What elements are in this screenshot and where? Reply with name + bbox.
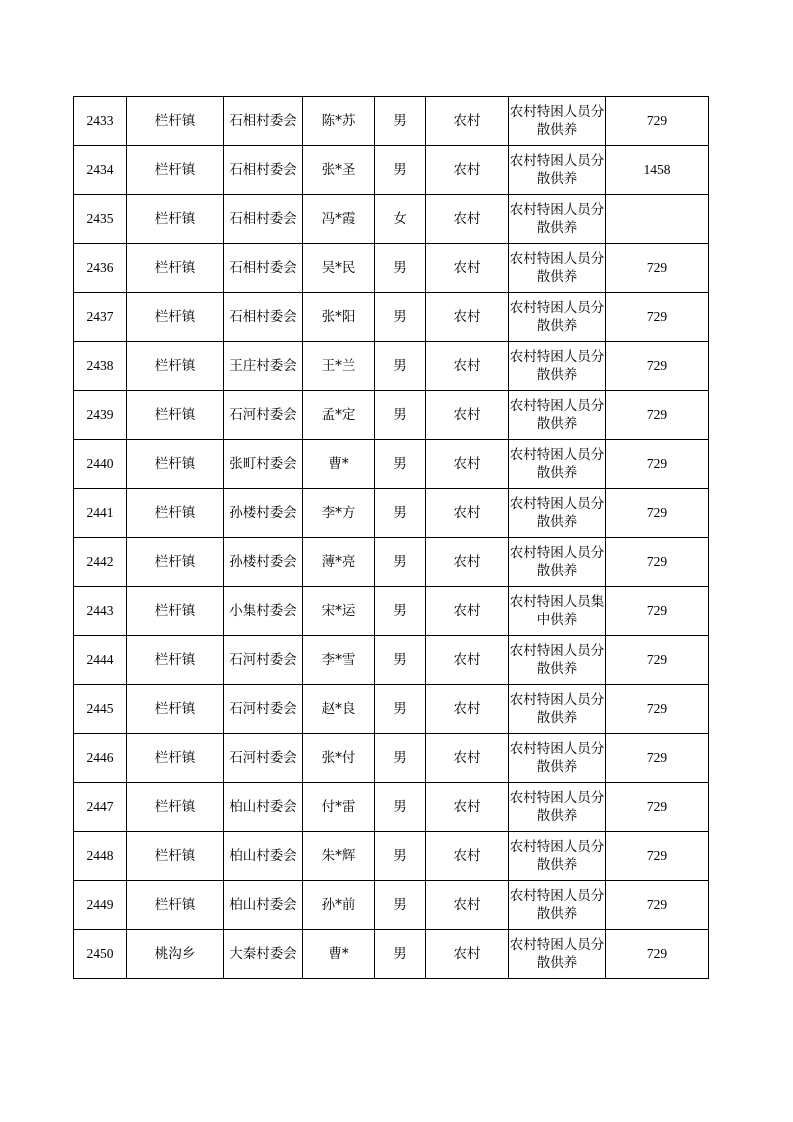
support-type-cell [509, 783, 606, 832]
village-committee-cell-text: 孙楼村委会 [229, 554, 297, 570]
records-table [73, 96, 709, 979]
town-cell: 栏杆镇 [127, 244, 224, 293]
amount-cell: 729 [606, 881, 709, 930]
gender-cell: 男 [375, 930, 426, 979]
support-type-cell [509, 685, 606, 734]
town-cell: 栏杆镇 [127, 538, 224, 587]
village-committee-cell [224, 146, 303, 195]
record-number-cell: 2449 [74, 881, 127, 930]
person-name-cell: 薄*亮 [303, 538, 375, 587]
person-name-cell: 朱*辉 [303, 832, 375, 881]
area-cell: 农村 [426, 440, 509, 489]
record-number-cell: 2443 [74, 587, 127, 636]
village-committee-cell [224, 881, 303, 930]
amount-cell: 729 [606, 832, 709, 881]
village-committee-cell [224, 538, 303, 587]
support-type-cell-text: 农村特困人员分散供养 [509, 104, 605, 138]
village-committee-cell [224, 97, 303, 146]
support-type-cell-text: 农村特困人员分散供养 [509, 251, 605, 285]
table-row [74, 489, 709, 538]
person-name-cell: 陈*苏 [303, 97, 375, 146]
gender-cell: 男 [375, 391, 426, 440]
village-committee-cell [224, 636, 303, 685]
person-name-cell: 张*阳 [303, 293, 375, 342]
table-body [74, 97, 709, 979]
amount-cell: 729 [606, 440, 709, 489]
village-committee-cell-text: 石相村委会 [229, 309, 297, 325]
area-cell: 农村 [426, 97, 509, 146]
table-row [74, 832, 709, 881]
support-type-cell [509, 489, 606, 538]
area-cell: 农村 [426, 489, 509, 538]
area-cell: 农村 [426, 587, 509, 636]
village-committee-cell-text: 石相村委会 [229, 113, 297, 129]
gender-cell: 男 [375, 146, 426, 195]
record-number-cell: 2441 [74, 489, 127, 538]
person-name-cell: 付*雷 [303, 783, 375, 832]
town-cell: 栏杆镇 [127, 489, 224, 538]
person-name-cell: 曹* [303, 440, 375, 489]
village-committee-cell-text: 孙楼村委会 [229, 505, 297, 521]
support-type-cell-text: 农村特困人员分散供养 [509, 790, 605, 824]
area-cell: 农村 [426, 881, 509, 930]
support-type-cell-text: 农村特困人员分散供养 [509, 202, 605, 236]
support-type-cell [509, 342, 606, 391]
support-type-cell [509, 636, 606, 685]
town-cell: 栏杆镇 [127, 195, 224, 244]
support-type-cell [509, 832, 606, 881]
person-name-cell: 张*付 [303, 734, 375, 783]
gender-cell: 男 [375, 636, 426, 685]
table-row [74, 146, 709, 195]
record-number-cell: 2444 [74, 636, 127, 685]
village-committee-cell-text: 石河村委会 [229, 750, 297, 766]
town-cell: 栏杆镇 [127, 587, 224, 636]
support-type-cell-text: 农村特困人员分散供养 [509, 398, 605, 432]
amount-cell: 729 [606, 244, 709, 293]
support-type-cell-text: 农村特困人员集中供养 [509, 594, 605, 628]
person-name-cell: 李*方 [303, 489, 375, 538]
area-cell: 农村 [426, 195, 509, 244]
village-committee-cell-text: 柏山村委会 [229, 848, 297, 864]
record-number-cell: 2433 [74, 97, 127, 146]
record-number-cell: 2446 [74, 734, 127, 783]
village-committee-cell [224, 195, 303, 244]
record-number-cell: 2447 [74, 783, 127, 832]
support-type-cell [509, 97, 606, 146]
amount-cell: 729 [606, 538, 709, 587]
record-number-cell: 2437 [74, 293, 127, 342]
record-number-cell: 2448 [74, 832, 127, 881]
area-cell: 农村 [426, 636, 509, 685]
town-cell: 栏杆镇 [127, 146, 224, 195]
gender-cell: 男 [375, 734, 426, 783]
table-row [74, 636, 709, 685]
support-type-cell [509, 538, 606, 587]
table-row [74, 685, 709, 734]
support-type-cell [509, 734, 606, 783]
town-cell: 栏杆镇 [127, 832, 224, 881]
amount-cell: 729 [606, 734, 709, 783]
amount-cell: 729 [606, 342, 709, 391]
village-committee-cell [224, 832, 303, 881]
table-row [74, 342, 709, 391]
village-committee-cell-text: 王庄村委会 [229, 358, 297, 374]
area-cell: 农村 [426, 832, 509, 881]
area-cell: 农村 [426, 244, 509, 293]
gender-cell: 男 [375, 587, 426, 636]
town-cell: 栏杆镇 [127, 783, 224, 832]
table-row [74, 881, 709, 930]
town-cell: 栏杆镇 [127, 881, 224, 930]
gender-cell: 男 [375, 244, 426, 293]
person-name-cell: 王*兰 [303, 342, 375, 391]
village-committee-cell [224, 685, 303, 734]
amount-cell: 729 [606, 391, 709, 440]
village-committee-cell [224, 734, 303, 783]
area-cell: 农村 [426, 734, 509, 783]
town-cell: 栏杆镇 [127, 391, 224, 440]
amount-cell: 1458 [606, 146, 709, 195]
table-row [74, 930, 709, 979]
record-number-cell: 2442 [74, 538, 127, 587]
village-committee-cell-text: 石相村委会 [229, 211, 297, 227]
table-row [74, 734, 709, 783]
gender-cell: 男 [375, 293, 426, 342]
person-name-cell: 李*雪 [303, 636, 375, 685]
village-committee-cell-text: 石河村委会 [229, 701, 297, 717]
table-row [74, 195, 709, 244]
amount-cell: 729 [606, 587, 709, 636]
table-row [74, 783, 709, 832]
support-type-cell [509, 244, 606, 293]
village-committee-cell [224, 930, 303, 979]
village-committee-cell [224, 489, 303, 538]
person-name-cell: 张*圣 [303, 146, 375, 195]
record-number-cell: 2450 [74, 930, 127, 979]
town-cell: 栏杆镇 [127, 636, 224, 685]
record-number-cell: 2439 [74, 391, 127, 440]
village-committee-cell-text: 石河村委会 [229, 407, 297, 423]
person-name-cell: 孟*定 [303, 391, 375, 440]
amount-cell: 729 [606, 489, 709, 538]
support-type-cell [509, 440, 606, 489]
village-committee-cell [224, 587, 303, 636]
person-name-cell: 宋*运 [303, 587, 375, 636]
gender-cell: 男 [375, 783, 426, 832]
table-row [74, 538, 709, 587]
support-type-cell-text: 农村特困人员分散供养 [509, 741, 605, 775]
town-cell: 桃沟乡 [127, 930, 224, 979]
person-name-cell: 赵*良 [303, 685, 375, 734]
town-cell: 栏杆镇 [127, 440, 224, 489]
amount-cell: 729 [606, 783, 709, 832]
area-cell: 农村 [426, 293, 509, 342]
village-committee-cell [224, 244, 303, 293]
support-type-cell [509, 587, 606, 636]
village-committee-cell-text: 柏山村委会 [229, 897, 297, 913]
support-type-cell-text: 农村特困人员分散供养 [509, 643, 605, 677]
support-type-cell-text: 农村特困人员分散供养 [509, 300, 605, 334]
village-committee-cell [224, 783, 303, 832]
gender-cell: 男 [375, 832, 426, 881]
area-cell: 农村 [426, 391, 509, 440]
gender-cell: 男 [375, 881, 426, 930]
support-type-cell-text: 农村特困人员分散供养 [509, 349, 605, 383]
gender-cell: 男 [375, 440, 426, 489]
support-type-cell [509, 195, 606, 244]
support-type-cell [509, 930, 606, 979]
support-type-cell-text: 农村特困人员分散供养 [509, 153, 605, 187]
amount-cell: 729 [606, 930, 709, 979]
support-type-cell-text: 农村特困人员分散供养 [509, 888, 605, 922]
village-committee-cell-text: 石相村委会 [229, 260, 297, 276]
table-row [74, 391, 709, 440]
person-name-cell: 吴*民 [303, 244, 375, 293]
support-type-cell-text: 农村特困人员分散供养 [509, 447, 605, 481]
table-row [74, 244, 709, 293]
table-row [74, 587, 709, 636]
village-committee-cell-text: 石河村委会 [229, 652, 297, 668]
area-cell: 农村 [426, 342, 509, 391]
gender-cell: 男 [375, 489, 426, 538]
support-type-cell [509, 391, 606, 440]
person-name-cell: 孙*前 [303, 881, 375, 930]
amount-cell: 729 [606, 293, 709, 342]
area-cell: 农村 [426, 146, 509, 195]
record-number-cell: 2436 [74, 244, 127, 293]
person-name-cell: 曹* [303, 930, 375, 979]
person-name-cell: 冯*霞 [303, 195, 375, 244]
village-committee-cell-text: 柏山村委会 [229, 799, 297, 815]
record-number-cell: 2445 [74, 685, 127, 734]
village-committee-cell [224, 342, 303, 391]
support-type-cell [509, 293, 606, 342]
area-cell: 农村 [426, 930, 509, 979]
record-number-cell: 2434 [74, 146, 127, 195]
support-type-cell [509, 881, 606, 930]
gender-cell: 男 [375, 342, 426, 391]
support-type-cell [509, 146, 606, 195]
village-committee-cell-text: 张町村委会 [229, 456, 297, 472]
village-committee-cell-text: 小集村委会 [229, 603, 297, 619]
gender-cell: 男 [375, 97, 426, 146]
town-cell: 栏杆镇 [127, 685, 224, 734]
record-number-cell: 2440 [74, 440, 127, 489]
gender-cell: 男 [375, 538, 426, 587]
support-type-cell-text: 农村特困人员分散供养 [509, 839, 605, 873]
village-committee-cell [224, 440, 303, 489]
support-type-cell-text: 农村特困人员分散供养 [509, 496, 605, 530]
support-type-cell-text: 农村特困人员分散供养 [509, 692, 605, 726]
area-cell: 农村 [426, 538, 509, 587]
village-committee-cell [224, 391, 303, 440]
town-cell: 栏杆镇 [127, 342, 224, 391]
town-cell: 栏杆镇 [127, 293, 224, 342]
table-row [74, 97, 709, 146]
town-cell: 栏杆镇 [127, 734, 224, 783]
town-cell: 栏杆镇 [127, 97, 224, 146]
record-number-cell: 2435 [74, 195, 127, 244]
area-cell: 农村 [426, 685, 509, 734]
village-committee-cell [224, 293, 303, 342]
support-type-cell-text: 农村特困人员分散供养 [509, 937, 605, 971]
table-row [74, 440, 709, 489]
amount-cell: 729 [606, 636, 709, 685]
table-row [74, 293, 709, 342]
area-cell: 农村 [426, 783, 509, 832]
village-committee-cell-text: 大秦村委会 [229, 946, 297, 962]
gender-cell: 女 [375, 195, 426, 244]
record-number-cell: 2438 [74, 342, 127, 391]
amount-cell: 729 [606, 685, 709, 734]
gender-cell: 男 [375, 685, 426, 734]
support-type-cell-text: 农村特困人员分散供养 [509, 545, 605, 579]
amount-cell [606, 195, 709, 244]
amount-cell: 729 [606, 97, 709, 146]
village-committee-cell-text: 石相村委会 [229, 162, 297, 178]
